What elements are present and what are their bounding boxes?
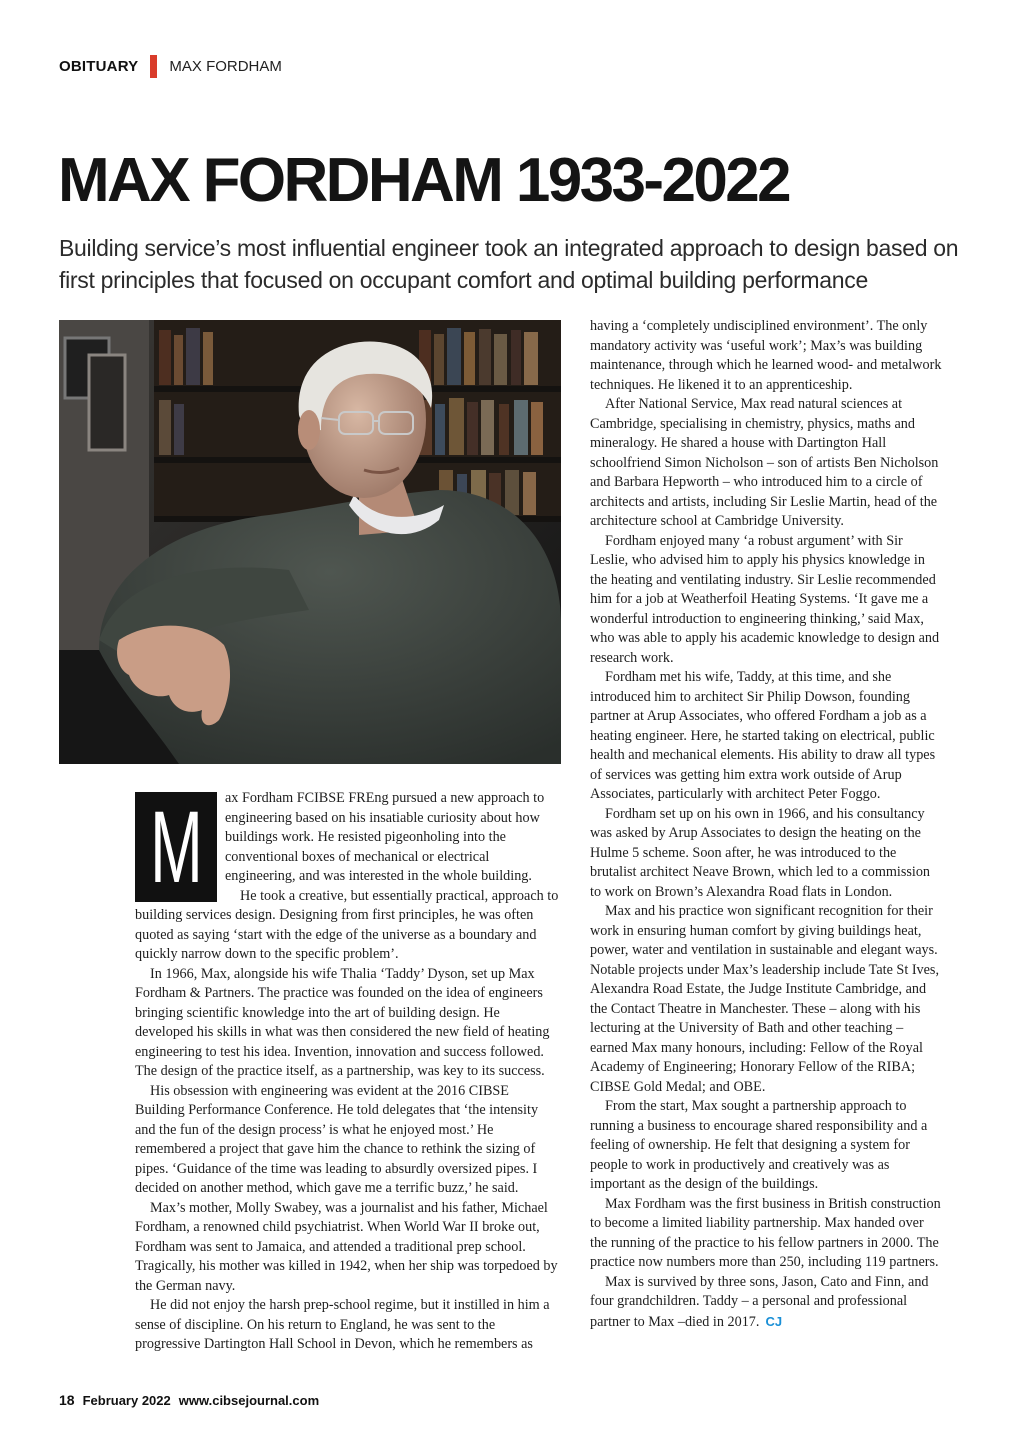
paragraph: having a ‘completely undisciplined environment’. The only mandatory activity was ‘useful work’; Max’s was building maintenance, through which he learned wood- and metalwork techniques. He likened it to an apprenticeship.	[590, 318, 942, 393]
paragraph: He did not enjoy the harsh prep-school regime, but it instilled in him a sense of discipline. On his return to England, he was sent to the progressive Dartington Hall School in Devon, which he remembers as	[135, 1297, 550, 1352]
final-paragraph	[590, 1273, 942, 1333]
paragraph: Fordham met his wife, Taddy, at this time, and she introduced him to architect Sir Philip Dowson, founding partner at Arup Associates, who offered Fordham a job as a heating engineer. Here, he started taking on electrical, public health and mechanical elements. His ability to draw all types of services was getting him extra work outside of Arup Associates, particularly with architect Peter Foggo.	[590, 669, 936, 802]
paragraph: Max’s mother, Molly Swabey, was a journalist and his father, Michael Fordham, a renowned child psychiatrist. When World War II broke out, Fordham was sent to Jamaica, and attended a traditional prep school. Tragically, his mother was killed in 1942, when her ship was torpedoed by the German navy.	[135, 1199, 558, 1294]
section-label: OBITUARY	[59, 58, 139, 75]
paragraph: Max and his practice won significant recognition for their work in ensuring human comfort by giving buildings heat, power, water and ventilation in sustainable and elegant ways. Notable projects under Max’s leadership include Tate St Ives, Alexandra Road Estate, the Judge Institute Cambridge, and the Contact Theatre in Manchester. These – along with his lecturing at the University of Bath and other teaching – earned Max many honours, including: Fellow of the Royal Academy of Engineering; Honorary Fellow of the RIBA; CIBSE Gold Medal; and OBE.	[590, 903, 939, 1095]
header-subject: MAX FORDHAM	[169, 58, 282, 75]
article-standfirst: Building service’s most influential engineer took an integrated approach to design based on first principles that focused on occupant comfort and optimal building performance	[59, 235, 959, 293]
issue-date: February 2022	[82, 1393, 171, 1408]
running-header	[59, 55, 282, 78]
header-divider-bar	[150, 55, 157, 78]
drop-cap: M	[135, 792, 217, 902]
paragraph: From the start, Max sought a partnership approach to running a business to encourage shared responsibility and a feeling of ownership. He felt that designing a system for people to work in productively and creatively was as important as the design of the buildings.	[590, 1098, 928, 1192]
article-title: MAX FORDHAM 1933-2022	[58, 146, 789, 215]
paragraph: Fordham set up on his own in 1966, and his consultancy was asked by Arup Associates to design the heating on the Hulme 5 scheme. Soon after, he was introduced to the brutalist architect Neave Brown, which led to a commission to work on Brown’s Alexandra Road flats in London.	[590, 805, 931, 900]
website-url: www.cibsejournal.com	[178, 1393, 320, 1408]
paragraph: He took a creative, but essentially practical, approach to building services design. Designing from first principles, he was often quoted as saying ‘start with the edge of the universe as a boundary and quickly narrow down to the specific problem’.	[135, 887, 559, 962]
portrait-illustration	[59, 320, 561, 764]
portrait-photo	[59, 320, 561, 764]
page-footer	[59, 1392, 319, 1408]
article-column-left	[135, 789, 561, 1355]
final-paragraph-text: Max is survived by three sons, Jason, Cato and Finn, and four grandchildren. Taddy – a personal and professional partner to Max –died in 2017.	[590, 1273, 929, 1330]
paragraph: After National Service, Max read natural sciences at Cambridge, specialising in chemistry, physics, maths and mineralogy. He shared a house with Dartington Hall schoolfriend Simon Nicholson – son of artists Ben Nicholson and Barbara Hepworth – who introduced him to a circle of architects and artists, including Sir Leslie Martin, head of the architecture school at Cambridge University.	[590, 396, 939, 529]
paragraph: In 1966, Max, alongside his wife Thalia ‘Taddy’ Dyson, set up Max Fordham & Partners. The practice was founded on the idea of engineers bringing scientific knowledge into the art of building design. He developed his skills in what was then considered the new field of heating engineering to test his idea. Invention, innovation and success followed. The design of the practice itself, as a partnership, was key to its success.	[135, 965, 550, 1079]
paragraph: Fordham enjoyed many ‘a robust argument’ with Sir Leslie, who advised him to apply his physics knowledge in the heating and ventilating industry. Sir Leslie recommended him for a job at Weatherfoil Heating Systems. ‘It gave me a wonderful introduction to engineering thinking,’ said Max, who was able to apply his academic knowledge to design and research work.	[590, 532, 940, 666]
article-column-right	[590, 317, 942, 1332]
paragraph: Max Fordham was the first business in British construction to become a limited liability partnership. Max handed over the running of the practice to his fellow partners in 2000. The practice now numbers more than 250, including 119 partners.	[590, 1195, 941, 1270]
paragraph: ax Fordham FCIBSE FREng pursued a new approach to engineering based on his insatiable curiosity about how buildings work. He resisted pigeonholing into the conventional boxes of mechanical or electrical engineering, and was interested in the whole building.	[225, 790, 545, 884]
end-mark: CJ	[765, 1313, 783, 1329]
paragraph: His obsession with engineering was evident at the 2016 CIBSE Building Performance Conference. He told delegates that ‘the intensity and the fun of the design process’ is what he enjoyed most.’ He remembered a project that gave him the chance to rethink the sizing of pipes. ‘Guidance of the time was leading to absurdly oversized pipes. I decided on another method, which gave me a terrific buzz,’ he said.	[135, 1082, 539, 1196]
page-number: 18	[59, 1392, 75, 1408]
